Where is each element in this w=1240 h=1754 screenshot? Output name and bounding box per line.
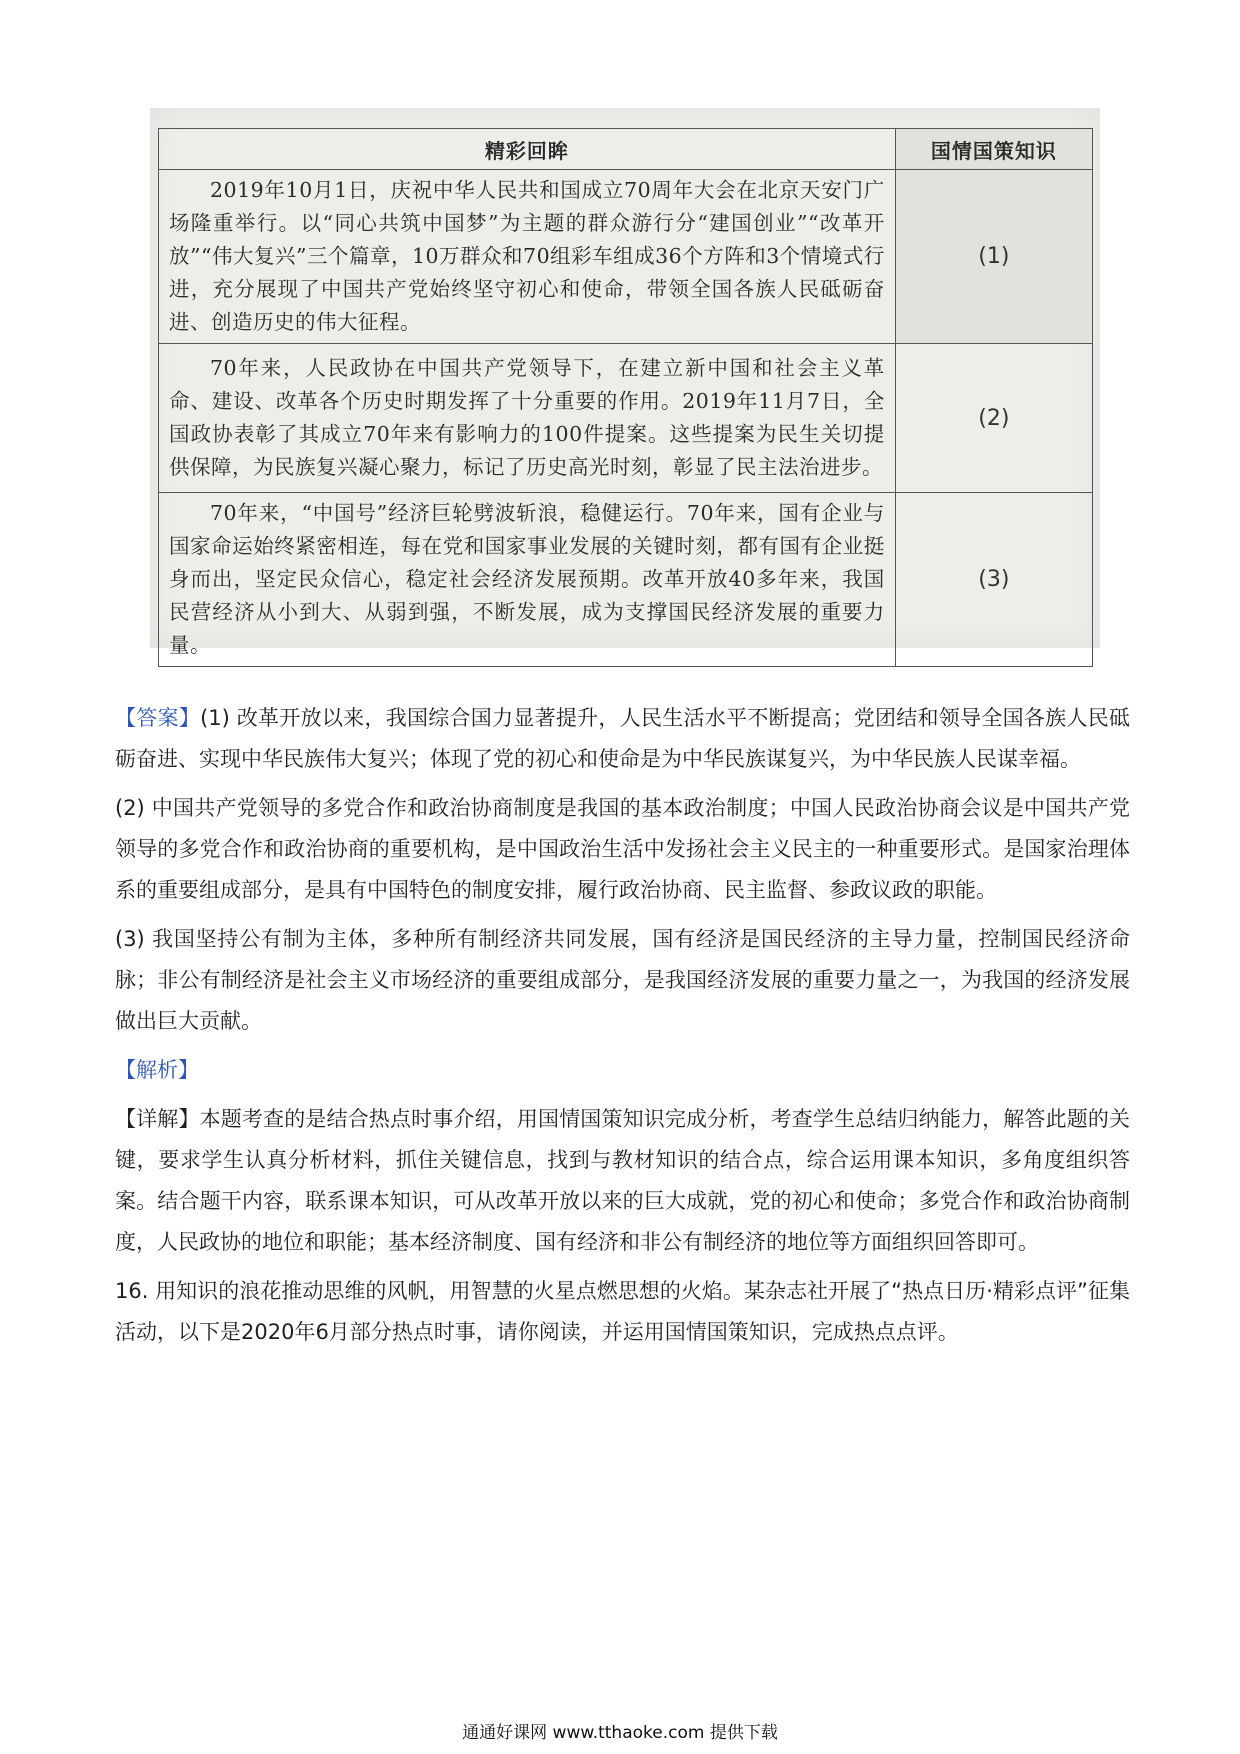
answer-paragraph-3: (3) 我国坚持公有制为主体，多种所有制经济共同发展，国有经济是国民经济的主导力量，控制国民经济命脉；非公有制经济是社会主义市场经济的重要组成部分，是我国经济发展的重要力量之一，为我国的经济发展做出巨大贡献。 [115,927,1130,1033]
table-header-row [159,129,1093,170]
answer-section [115,698,1130,1361]
answer-paragraph-1 [115,698,1130,780]
knowledge-table [158,128,1093,667]
row-1-label: (1) [895,170,1092,344]
question-16: 16. 用知识的浪花推动思维的风帆，用智慧的火星点燃思想的火焰。某杂志社开展了“热点日历·精彩点评”征集活动，以下是2020年6月部分热点时事，请你阅读，并运用国情国策知识，完成热点点评。 [115,1279,1130,1344]
answer-paragraph-2: (2) 中国共产党领导的多党合作和政治协商制度是我国的基本政治制度；中国人民政治协商会议是中国共产党领导的多党合作和政治协商的重要机构，是中国政治生活中发扬社会主义民主的一种重要形式。是国家治理体系的重要组成部分，是具有中国特色的制度安排，履行政治协商、民主监督、参政议政的职能。 [115,796,1130,902]
scanned-table-image [150,108,1100,657]
row-2-text: 70年来，人民政协在中国共产党领导下，在建立新中国和社会主义革命、建设、改革各个历史时期发挥了十分重要的作用。2019年11月7日，全国政协表彰了其成立70年来有影响力的100件提案。这些提案为民生关切提供保障，为民族复兴凝心聚力，标记了历史高光时刻，彰显了民主法治进步。 [159,344,896,493]
row-1-text: 2019年10月1日，庆祝中华人民共和国成立70周年大会在北京天安门广场隆重举行。以“同心共筑中国梦”为主题的群众游行分“建国创业”“改革开放”“伟大复兴”三个篇章，10万群众和70组彩车组成36个方阵和3个情境式行进，充分展现了中国共产党始终坚守初心和使命，带领全国各族人民砥砺奋进、创造历史的伟大征程。 [159,170,896,344]
detail-text: 本题考查的是结合热点时事介绍，用国情国策知识完成分析，考查学生总结归纳能力，解答此题的关键，要求学生认真分析材料，抓住关键信息，找到与教材知识的结合点，综合运用课本知识，多角度组织答案。结合题干内容，联系课本知识，可从改革开放以来的巨大成就，党的初心和使命；多党合作和政治协商制度，人民政协的地位和职能；基本经济制度、国有经济和非公有制经济的地位等方面组织回答即可。 [115,1107,1131,1254]
header-right: 国情国策知识 [895,129,1092,170]
table-row [159,170,1093,344]
table-row [159,344,1093,493]
row-3-text: 70年来，“中国号”经济巨轮劈波斩浪，稳健运行。70年来，国有企业与国家命运始终紧密相连，每在党和国家事业发展的关键时刻，都有国有企业挺身而出，坚定民众信心，稳定社会经济发展预期。改革开放40多年来，我国民营经济从小到大、从弱到强，不断发展，成为支撑国民经济发展的重要力量。 [159,493,896,667]
row-3-label: (3) [895,493,1092,667]
table-row [159,493,1093,667]
answer-text-1: (1) 改革开放以来，我国综合国力显著提升，人民生活水平不断提高；党团结和领导全国各族人民砥砺奋进、实现中华民族伟大复兴；体现了党的初心和使命是为中华民族谋复兴，为中华民族人民谋幸福。 [115,706,1130,771]
detail-tag: 【详解】 [115,1107,200,1131]
header-left: 精彩回眸 [159,129,896,170]
detail-paragraph [115,1099,1130,1263]
row-2-label: (2) [895,344,1092,493]
answer-tag: 【答案】 [115,706,201,730]
footer-credit: 通通好课网 www.tthaoke.com 提供下载 [462,1723,778,1743]
analysis-tag: 【解析】 [115,1058,199,1082]
